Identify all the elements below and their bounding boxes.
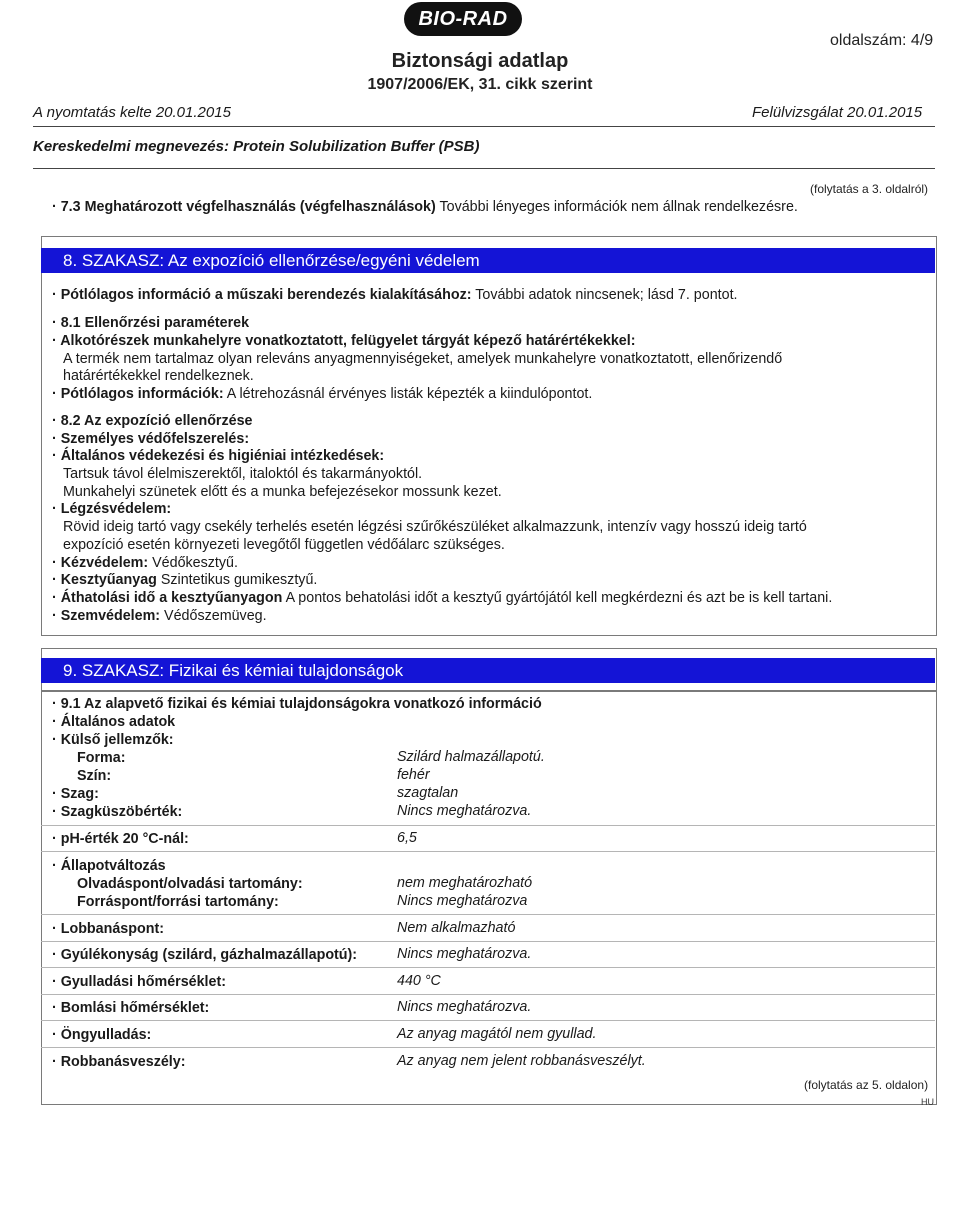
hygiene-text-2: Munkahelyi szünetek előtt és a munka befejezésekor mossunk kezet. <box>63 484 502 500</box>
odor-label: · Szag: <box>52 786 99 802</box>
eye-protection-text: Védőszemüveg. <box>160 608 267 624</box>
glove-material-text: Szintetikus gumikesztyű. <box>156 572 318 588</box>
boiling-value: Nincs meghatározva <box>397 893 528 909</box>
color-label: Szín: <box>77 768 112 784</box>
hygiene-text-1: Tartsuk távol élelmiszerektől, italoktól és takarmányoktól. <box>63 466 423 482</box>
ignition-temp-value: 440 °C <box>397 973 441 989</box>
s81-title: · 8.1 Ellenőrzési paraméterek <box>52 315 250 331</box>
divider-explosion <box>41 1047 935 1048</box>
form-label: Forma: <box>77 750 126 766</box>
melting-label: Olvadáspont/olvadási tartomány: <box>77 876 303 892</box>
glove-material-line <box>52 571 317 589</box>
continuation-top: (folytatás a 3. oldalról) <box>810 182 929 196</box>
ph-value: 6,5 <box>397 830 417 846</box>
s91-title: · 9.1 Az alapvető fizikai és kémiai tulajdonságokra vonatkozó információ <box>52 696 542 712</box>
respiratory-text-2: expozíció esetén környezeti levegőtől független védőálarc szükséges. <box>63 537 505 553</box>
ph-label: · pH-érték 20 °C-nál: <box>52 831 189 847</box>
s82-title: · 8.2 Az expozíció ellenőrzése <box>52 413 253 429</box>
section-8-heading-text: 8. SZAKASZ: Az expozíció ellenőrzése/egyéni védelem <box>63 250 480 270</box>
penetration-text: A pontos behatolási időt a kesztyű gyártójától kell megkérdezni és azt be is kell tartani. <box>282 590 833 606</box>
section-9-heading-divider <box>41 690 937 692</box>
odor-threshold-label: · Szagküszöbérték: <box>52 804 183 820</box>
header-divider <box>33 126 935 127</box>
eye-protection-label: · Szemvédelem: <box>52 608 161 624</box>
form-value: Szilárd halmazállapotú. <box>397 749 545 765</box>
document-title: Biztonsági adatlap <box>391 50 569 72</box>
components-text-2: határértékekkel rendelkeznek. <box>63 368 254 384</box>
flash-point-label: · Lobbanáspont: <box>52 921 164 937</box>
flammability-value: Nincs meghatározva. <box>397 946 532 962</box>
divider-state <box>41 851 935 852</box>
document-subtitle: 1907/2006/EK, 31. cikk szerint <box>367 76 593 93</box>
penetration-line <box>52 589 832 607</box>
ignition-temp-label: · Gyulladási hőmérséklet: <box>52 974 227 990</box>
divider-selfign <box>41 1020 935 1021</box>
divider-ph <box>41 825 935 826</box>
extra-info-label: · Pótlólagos információk: <box>52 386 224 402</box>
eye-protection-line <box>52 607 267 625</box>
hand-protection-text: Védőkesztyű. <box>148 555 238 571</box>
decomposition-temp-label: · Bomlási hőmérséklet: <box>52 1000 210 1016</box>
divider-decomp <box>41 994 935 995</box>
appearance-label: · Külső jellemzők: <box>52 732 174 748</box>
explosion-value: Az anyag nem jelent robbanásveszélyt. <box>397 1053 646 1069</box>
section-8-heading <box>41 248 935 273</box>
section-9-heading-text: 9. SZAKASZ: Fizikai és kémiai tulajdonságok <box>63 660 404 680</box>
hand-protection-label: · Kézvédelem: <box>52 555 149 571</box>
ppe-label: · Személyes védőfelszerelés: <box>52 431 250 447</box>
odor-threshold-value: Nincs meghatározva. <box>397 803 532 819</box>
odor-value: szagtalan <box>397 785 459 801</box>
s73-text: További lényeges információk nem állnak rendelkezésre. <box>435 199 798 215</box>
page-number: oldalszám: 4/9 <box>830 32 934 49</box>
divider-flash <box>41 914 935 915</box>
flash-point-value: Nem alkalmazható <box>397 920 516 936</box>
flammability-label: · Gyúlékonyság (szilárd, gázhalmazállapotú): <box>52 947 358 963</box>
divider-flammability <box>41 941 935 942</box>
color-value: fehér <box>397 767 430 783</box>
extra-info-text: A létrehozásnál érvényes listák képezték a kiindulópontot. <box>223 386 593 402</box>
self-ignition-label: · Öngyulladás: <box>52 1027 152 1043</box>
tech-info-label: · Pótlólagos információ a műszaki berendezés kialakításához: <box>52 287 472 303</box>
tradename-divider <box>33 168 935 169</box>
hand-protection-line <box>52 554 238 572</box>
bio-rad-logo <box>404 2 522 36</box>
divider-ignition <box>41 967 935 968</box>
boiling-label: Forráspont/forrási tartomány: <box>77 894 279 910</box>
tech-info-text: További adatok nincsenek; lásd 7. pontot. <box>471 287 738 303</box>
extra-info-line <box>52 385 592 403</box>
logo-text: BIO-RAD <box>418 7 508 30</box>
state-change-label: · Állapotváltozás <box>52 858 166 874</box>
s73-label: · 7.3 Meghatározott végfelhasználás (végfelhasználások) <box>52 199 436 215</box>
s73-line <box>52 198 798 216</box>
print-date: A nyomtatás kelte 20.01.2015 <box>33 104 231 121</box>
trade-name: Kereskedelmi megnevezés: Protein Solubilization Buffer (PSB) <box>33 138 480 155</box>
tech-info-line <box>52 286 738 304</box>
penetration-label: · Áthatolási idő a kesztyűanyagon <box>52 590 283 606</box>
general-data-label: · Általános adatok <box>52 714 176 730</box>
section-9-heading <box>41 658 935 683</box>
self-ignition-value: Az anyag magától nem gyullad. <box>397 1026 597 1042</box>
components-label: · Alkotórészek munkahelyre vonatkoztatott, felügyelet tárgyát képező határértékekkel: <box>52 333 636 349</box>
explosion-label: · Robbanásveszély: <box>52 1054 186 1070</box>
respiratory-text-1: Rövid ideig tartó vagy csekély terhelés esetén légzési szűrőkészüléket alkalmazzunk, intenzív vagy hosszú ideig tartó <box>63 519 807 535</box>
review-date: Felülvizsgálat 20.01.2015 <box>752 104 923 121</box>
melting-value: nem meghatározható <box>397 875 533 891</box>
hygiene-label: · Általános védekezési és higiéniai intézkedések: <box>52 448 385 464</box>
continuation-bottom: (folytatás az 5. oldalon) <box>804 1078 929 1092</box>
components-text-1: A termék nem tartalmaz olyan releváns anyagmennyiségeket, amelyek munkahelyre vonatkoztatott, ellenőrizendő <box>63 351 783 367</box>
respiratory-label: · Légzésvédelem: <box>52 501 172 517</box>
glove-material-label: · Kesztyűanyag <box>52 572 157 588</box>
language-code: HU <box>921 1097 934 1107</box>
decomposition-temp-value: Nincs meghatározva. <box>397 999 532 1015</box>
